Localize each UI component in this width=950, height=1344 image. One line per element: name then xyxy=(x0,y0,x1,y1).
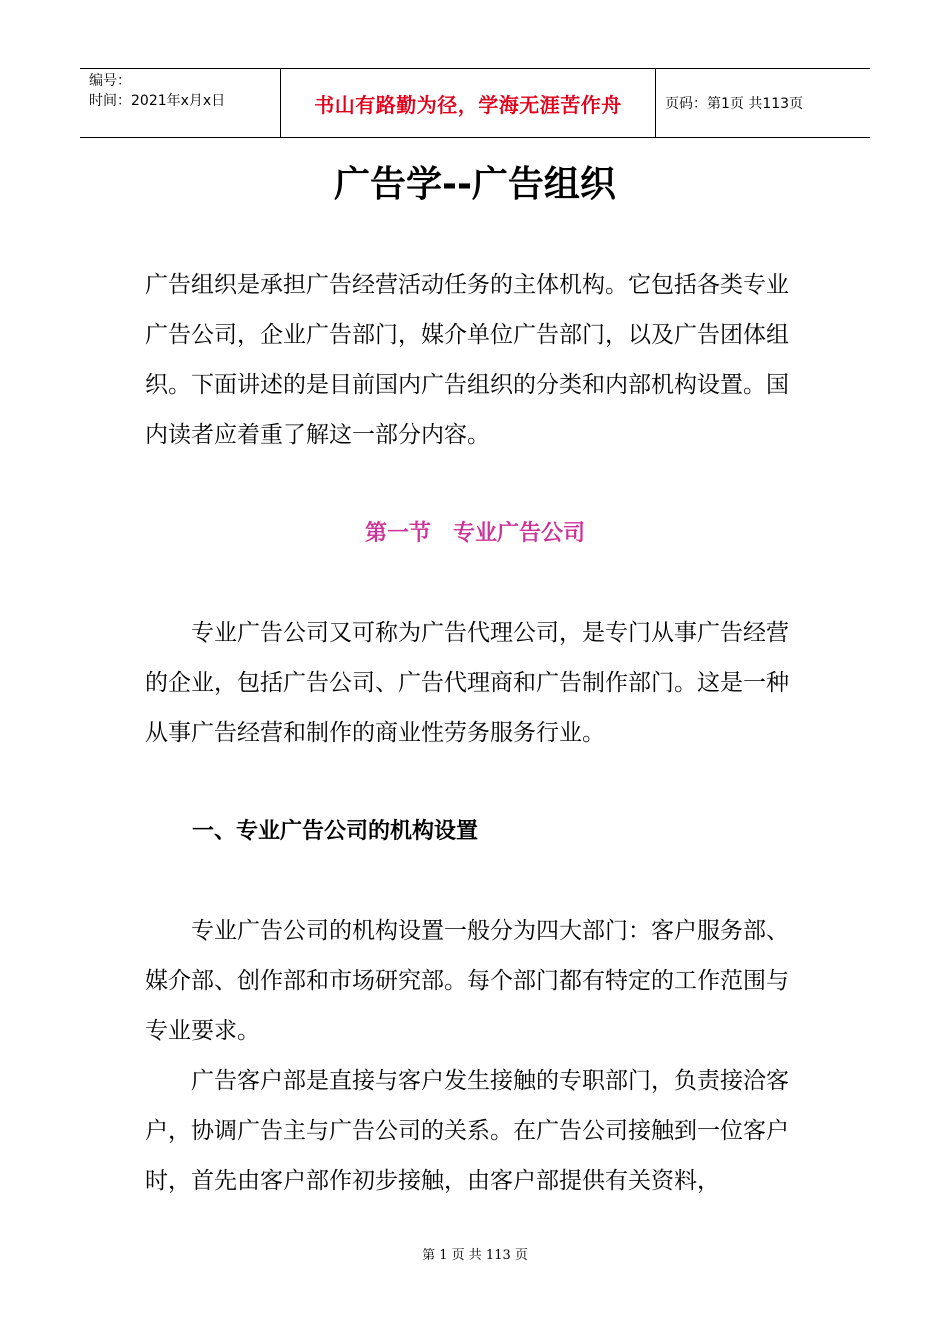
page-footer: 第 1 页 共 113 页 xyxy=(422,1248,528,1263)
header-page-info: 页码：第1页 共113页 xyxy=(665,96,804,112)
document-title: 广告学--广告组织 xyxy=(334,164,616,205)
header-number-label: 编号： xyxy=(89,73,131,89)
document-header xyxy=(80,68,870,138)
client-department-paragraph: 广告客户部是直接与客户发生接触的专职部门，负责接洽客户，协调广告主与广告公司的关系。在广告公司接触到一位客户时，首先由客户部作初步接触，由客户部提供有关资料， xyxy=(145,1068,789,1194)
subheading: 一、专业广告公司的机构设置 xyxy=(192,819,479,844)
section-paragraph: 专业广告公司又可称为广告代理公司，是专门从事广告经营的企业，包括广告公司、广告代理商和广告制作部门。这是一种从事广告经营和制作的商业性劳务服务行业。 xyxy=(145,620,789,746)
header-time-label: 时间：2021年x月x日 xyxy=(89,93,226,109)
header-meta xyxy=(80,69,280,137)
departments-paragraph: 专业广告公司的机构设置一般分为四大部门：客户服务部、媒介部、创作部和市场研究部。每个部门都有特定的工作范围与专业要求。 xyxy=(145,918,789,1044)
header-motto: 书山有路勤为径，学海无涯苦作舟 xyxy=(280,69,656,137)
section-title: 第一节 专业广告公司 xyxy=(364,521,585,546)
intro-paragraph: 广告组织是承担广告经营活动任务的主体机构。它包括各类专业广告公司，企业广告部门，媒介单位广告部门，以及广告团体组织。下面讲述的是目前国内广告组织的分类和内部机构设置。国内读者应着重了解这一部分内容。 xyxy=(145,272,789,448)
